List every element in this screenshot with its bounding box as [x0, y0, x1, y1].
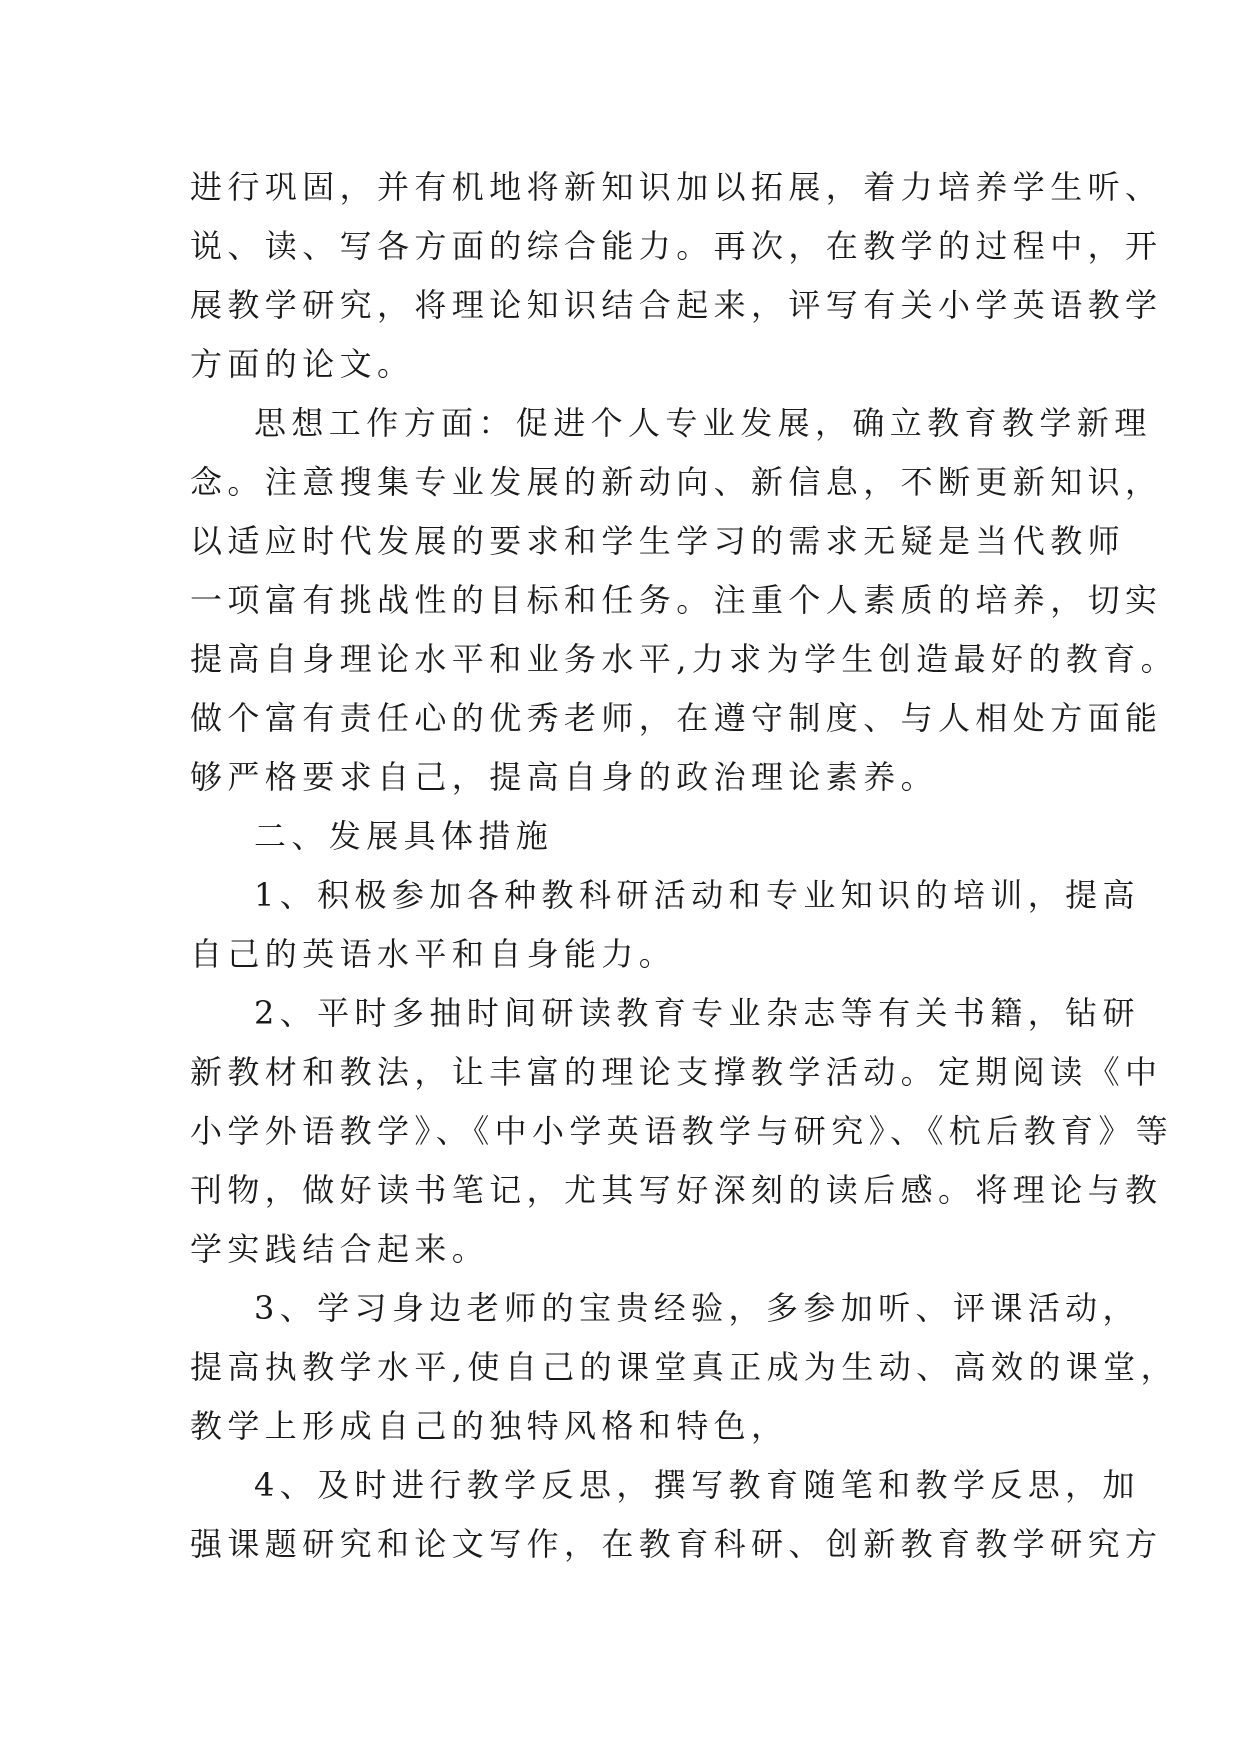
text-line: 思想工作方面：促进个人专业发展，确立教育教学新理 — [254, 404, 1152, 442]
section-heading-text: 二、发展具体措施 — [254, 817, 554, 855]
text-line: 以适应时代发展的要求和学生学习的需求无疑是当代教师 — [190, 522, 1126, 560]
list-item-2 — [190, 984, 1174, 1279]
text-line: 做个富有责任心的优秀老师，在遵守制度、与人相处方面能 — [190, 699, 1163, 737]
list-item-3 — [190, 1279, 1178, 1456]
text-line: 一项富有挑战性的目标和任务。注重个人素质的培养，切实 — [190, 581, 1163, 619]
text-line: 2、平时多抽时间研读教育专业杂志等有关书籍，钻研 — [254, 994, 1140, 1032]
text-line: 够严格要求自己，提高自身的政治理论素养。 — [190, 758, 939, 796]
text-line: 3、学习身边老师的宝贵经验，多参加听、评课活动， — [254, 1289, 1140, 1327]
document-body — [190, 158, 1178, 1574]
text-line: 4、及时进行教学反思，撰写教育随笔和教学反思，加 — [254, 1466, 1140, 1504]
text-line: 自己的英语水平和自身能力。 — [190, 935, 677, 973]
text-line: 展教学研究，将理论知识结合起来，评写有关小学英语教学 — [190, 286, 1163, 324]
text-line: 念。注意搜集专业发展的新动向、新信息，不断更新知识， — [190, 463, 1163, 501]
section-heading — [190, 807, 1050, 866]
paragraph-continuation — [190, 158, 1163, 394]
text-line: 学实践结合起来。 — [190, 1230, 490, 1268]
list-item-1 — [190, 866, 1140, 984]
text-line: 强课题研究和论文写作，在教育科研、创新教育教学研究方 — [190, 1525, 1163, 1563]
text-line: 提高执教学水平,使自己的课堂真正成为生动、高效的课堂， — [190, 1348, 1178, 1386]
text-line: 小学外语教学》、《中小学英语教学与研究》、《杭后教育》等 — [190, 1112, 1174, 1150]
text-line: 方面的论文。 — [190, 345, 415, 383]
text-line: 1、积极参加各种教科研活动和专业知识的培训，提高 — [254, 876, 1140, 914]
text-line: 新教材和教法，让丰富的理论支撑教学活动。定期阅读《中 — [190, 1053, 1163, 1091]
text-line: 教学上形成自己的独特风格和特色， — [190, 1407, 789, 1445]
list-item-4 — [190, 1456, 1163, 1574]
paragraph-ideology-work — [190, 394, 1178, 807]
text-line: 刊物，做好读书笔记，尤其写好深刻的读后感。将理论与教 — [190, 1171, 1163, 1209]
text-line: 说、读、写各方面的综合能力。再次，在教学的过程中，开 — [190, 227, 1163, 265]
text-line: 提高自身理论水平和业务水平,力求为学生创造最好的教育。 — [190, 640, 1178, 678]
text-line: 进行巩固，并有机地将新知识加以拓展，着力培养学生听、 — [190, 168, 1163, 206]
